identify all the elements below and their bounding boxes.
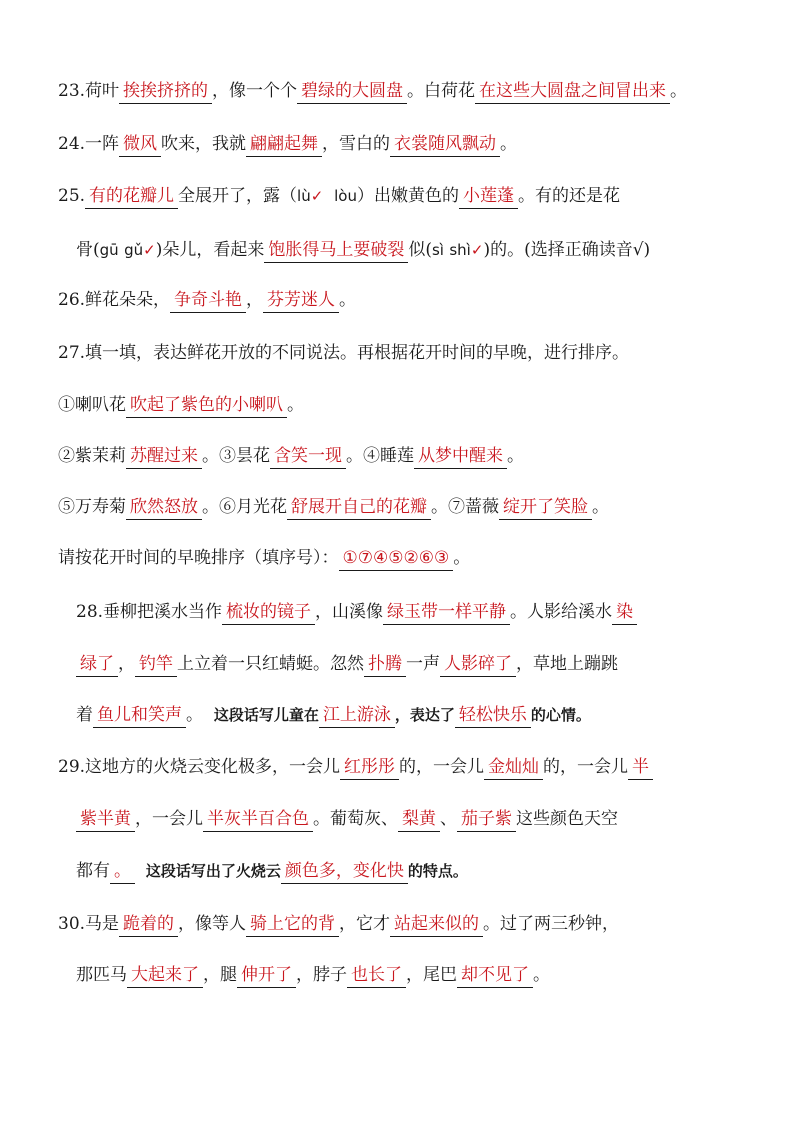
q30b-answer-3: 也长了 — [347, 964, 406, 988]
q30-answer-3: 站起来似的 — [390, 913, 483, 937]
q28b-answer-2: 钓竿 — [135, 653, 177, 677]
q30-text-1: 30.马是 — [58, 914, 120, 934]
q27-order-end: 。 — [453, 548, 471, 568]
checkmark-icon: ✓ — [470, 241, 484, 259]
q28b-text-2: 上立着一只红蜻蜓。忽然 — [177, 654, 364, 674]
q29-answer-2: 金灿灿 — [484, 756, 543, 780]
q30b-answer-1: 大起来了 — [127, 964, 203, 988]
q24-line — [58, 132, 753, 157]
q25b-text-3: 似( — [408, 240, 432, 260]
q28b-text-4: ，草地上蹦跳 — [516, 654, 618, 674]
q25b-pinyin-option-3: sì — [431, 241, 444, 259]
q24-text-2: 吹来，我就 — [161, 134, 247, 154]
q27-item-3 — [58, 495, 753, 520]
q23-text-2: ，像一个个 — [212, 81, 298, 101]
q25b-pinyin-option-2: gǔ — [124, 241, 144, 259]
q28-answer-2: 绿玉带一样平静 — [383, 601, 510, 625]
q28c-answer-2: 江上游泳 — [319, 704, 395, 728]
q28b-text-1: ， — [118, 654, 135, 674]
q25-line-2 — [76, 238, 753, 263]
q24-text-1: 24.一阵 — [58, 134, 120, 154]
q25b-text-2: )朵儿，看起来 — [155, 240, 265, 260]
q25-line-1 — [58, 184, 753, 209]
q29b-text-3: 、 — [440, 809, 457, 829]
q30b-text-1: 那匹马 — [76, 965, 127, 985]
q25b-answer-1: 饱胀得马上要破裂 — [264, 239, 408, 263]
q28-answer-1: 梳妆的镜子 — [222, 601, 315, 625]
q29c-bold-2: 的特点。 — [407, 862, 468, 880]
q27-prompt: 27.填一填，表达鲜花开放的不同说法。再根据花开时间的早晚，进行排序。 — [58, 343, 630, 363]
q27-line — [58, 341, 753, 365]
q26-answer-2: 芬芳迷人 — [263, 289, 339, 313]
q29c-answer-1: 。 — [110, 860, 135, 884]
q28-text-3: 。人影给溪水 — [510, 602, 613, 622]
q24-text-3: ，雪白的 — [322, 134, 391, 154]
q27-3-answer-1: 欣然怒放 — [126, 496, 202, 520]
q29-text-2: 的，一会儿 — [399, 757, 485, 777]
q25-pinyin-option-1: lù — [297, 187, 311, 205]
q28c-text-2: 。 — [186, 705, 203, 725]
q29-answer-1: 红彤彤 — [340, 756, 399, 780]
q30b-answer-4: 却不见了 — [457, 964, 533, 988]
q27-3-text-4: 。 — [592, 497, 609, 517]
q25-pinyin-option-2: lòu — [334, 187, 357, 205]
q25b-pinyin-option-4: shì — [449, 241, 471, 259]
q29c-bold-1: 这段话写出了火烧云 — [145, 862, 281, 880]
q29c-text-1: 都有 — [76, 861, 110, 881]
q23-answer-1: 挨挨挤挤的 — [119, 80, 212, 104]
q29-text-3: 的，一会儿 — [543, 757, 629, 777]
q27-1-answer-1: 吹起了紫色的小喇叭 — [126, 394, 287, 418]
q28-answer-3: 染 — [612, 601, 637, 625]
q24-answer-3: 衣裳随风飘动 — [390, 133, 500, 157]
checkmark-icon: ✓ — [310, 187, 324, 205]
q30b-answer-2: 伸开了 — [237, 964, 296, 988]
q29-line-3 — [76, 859, 753, 884]
q26-answer-1: 争奇斗艳 — [170, 289, 246, 313]
q28c-bold-2: ，表达了 — [394, 706, 455, 724]
q29-line-2 — [76, 807, 753, 832]
q23-text-3: 。白荷花 — [407, 81, 476, 101]
q24-answer-1: 微风 — [119, 133, 161, 157]
q24-answer-2: 翩翩起舞 — [246, 133, 322, 157]
q29b-text-1: ，一会儿 — [135, 809, 203, 829]
q30b-text-5: 。 — [533, 965, 550, 985]
q26-text-3: 。 — [339, 290, 357, 310]
q24-text-4: 。 — [500, 134, 518, 154]
q27-2-text-3: 。④睡莲 — [346, 446, 414, 466]
q25-text-3: ）出嫩黄色的 — [356, 186, 459, 206]
q27-item-1 — [58, 393, 753, 418]
q29b-text-4: 这些颜色天空 — [516, 809, 618, 829]
q23-line — [58, 79, 753, 104]
q30b-text-3: ，脖子 — [296, 965, 347, 985]
q27-3-text-1: ⑤万寿菊 — [58, 497, 126, 517]
q27-order-line — [58, 546, 753, 571]
q25-text-1: 25. — [58, 186, 86, 206]
q28b-answer-1: 绿了 — [76, 653, 118, 677]
q28c-text-1: 着 — [76, 705, 93, 725]
q27-3-answer-3: 绽开了笑脸 — [499, 496, 592, 520]
q30b-text-4: ，尾巴 — [406, 965, 457, 985]
q28b-answer-3: 扑腾 — [364, 653, 406, 677]
checkmark-icon: ✓ — [143, 241, 156, 259]
q25b-text-1: 骨( — [76, 240, 100, 260]
q29b-text-2: 。葡萄灰、 — [313, 809, 398, 829]
q26-text-1: 26.鲜花朵朵， — [58, 290, 171, 310]
q27-2-answer-1: 苏醒过来 — [126, 445, 202, 469]
q30-text-2: ，像等人 — [178, 914, 247, 934]
q27-2-text-2: 。③昙花 — [202, 446, 270, 466]
q29c-answer-2: 颜色多，变化快 — [281, 860, 408, 884]
q25b-text-4: )的。(选择正确读音√) — [483, 240, 651, 260]
q27-3-text-3: 。⑦蔷薇 — [431, 497, 499, 517]
q28c-answer-3: 轻松快乐 — [455, 704, 531, 728]
q29b-answer-3: 梨黄 — [398, 808, 440, 832]
q28-line-2 — [76, 652, 753, 677]
q29-text-1: 29.这地方的火烧云变化极多，一会儿 — [58, 757, 341, 777]
q30-line-1 — [58, 912, 753, 937]
q28c-answer-1: 鱼儿和笑声 — [93, 704, 186, 728]
q27-1-text-2: 。 — [287, 395, 304, 415]
q27-2-text-4: 。 — [507, 446, 524, 466]
q26-text-2: ， — [246, 290, 264, 310]
q27-item-2 — [58, 444, 753, 469]
q26-line — [58, 288, 753, 313]
q28-line-3 — [76, 703, 753, 728]
q30-answer-2: 骑上它的背 — [246, 913, 339, 937]
q25-answer-2: 小莲蓬 — [459, 185, 518, 209]
q28-line-1 — [76, 600, 753, 625]
q28b-answer-4: 人影碎了 — [440, 653, 516, 677]
q25-answer-1: 有的花瓣儿 — [85, 185, 178, 209]
q27-order-answer: ①⑦④⑤②⑥③ — [339, 547, 454, 571]
q29-line-1 — [58, 755, 753, 780]
q28b-text-3: 一声 — [406, 654, 440, 674]
q23-answer-2: 碧绿的大圆盘 — [297, 80, 407, 104]
q30-text-4: 。过了两三秒钟， — [483, 914, 620, 934]
q28-text-1: 28.垂柳把溪水当作 — [76, 602, 223, 622]
q30b-text-2: ，腿 — [203, 965, 237, 985]
q25-text-4: 。有的还是花 — [517, 186, 620, 206]
q30-answer-1: 跪着的 — [119, 913, 178, 937]
q23-answer-3: 在这些大圆盘之间冒出来 — [475, 80, 670, 104]
q23-text-4: 。 — [670, 81, 688, 101]
q29-answer-3: 半 — [628, 756, 653, 780]
q27-3-text-2: 。⑥月光花 — [202, 497, 287, 517]
q29b-answer-4: 茄子紫 — [457, 808, 516, 832]
q27-3-answer-2: 舒展开自己的花瓣 — [287, 496, 431, 520]
q28c-bold-3: 的心情。 — [530, 706, 591, 724]
q29b-answer-1: 紫半黄 — [76, 808, 135, 832]
q28c-bold-1: 这段话写儿童在 — [213, 706, 319, 724]
q23-text-1: 23.荷叶 — [58, 81, 120, 101]
q27-2-answer-2: 含笑一现 — [270, 445, 346, 469]
q29b-answer-2: 半灰半百合色 — [203, 808, 313, 832]
q25-text-2: 全展开了，露（ — [178, 186, 298, 206]
q27-1-text-1: ①喇叭花 — [58, 395, 126, 415]
q27-2-text-1: ②紫茉莉 — [58, 446, 126, 466]
q28-text-2: ，山溪像 — [315, 602, 384, 622]
q30-line-2 — [76, 963, 753, 988]
q30-text-3: ，它才 — [339, 914, 391, 934]
q25b-pinyin-option-1: gū — [99, 241, 119, 259]
q27-order-prompt: 请按花开时间的早晚排序（填序号）： — [58, 548, 339, 568]
q27-2-answer-3: 从梦中醒来 — [414, 445, 507, 469]
